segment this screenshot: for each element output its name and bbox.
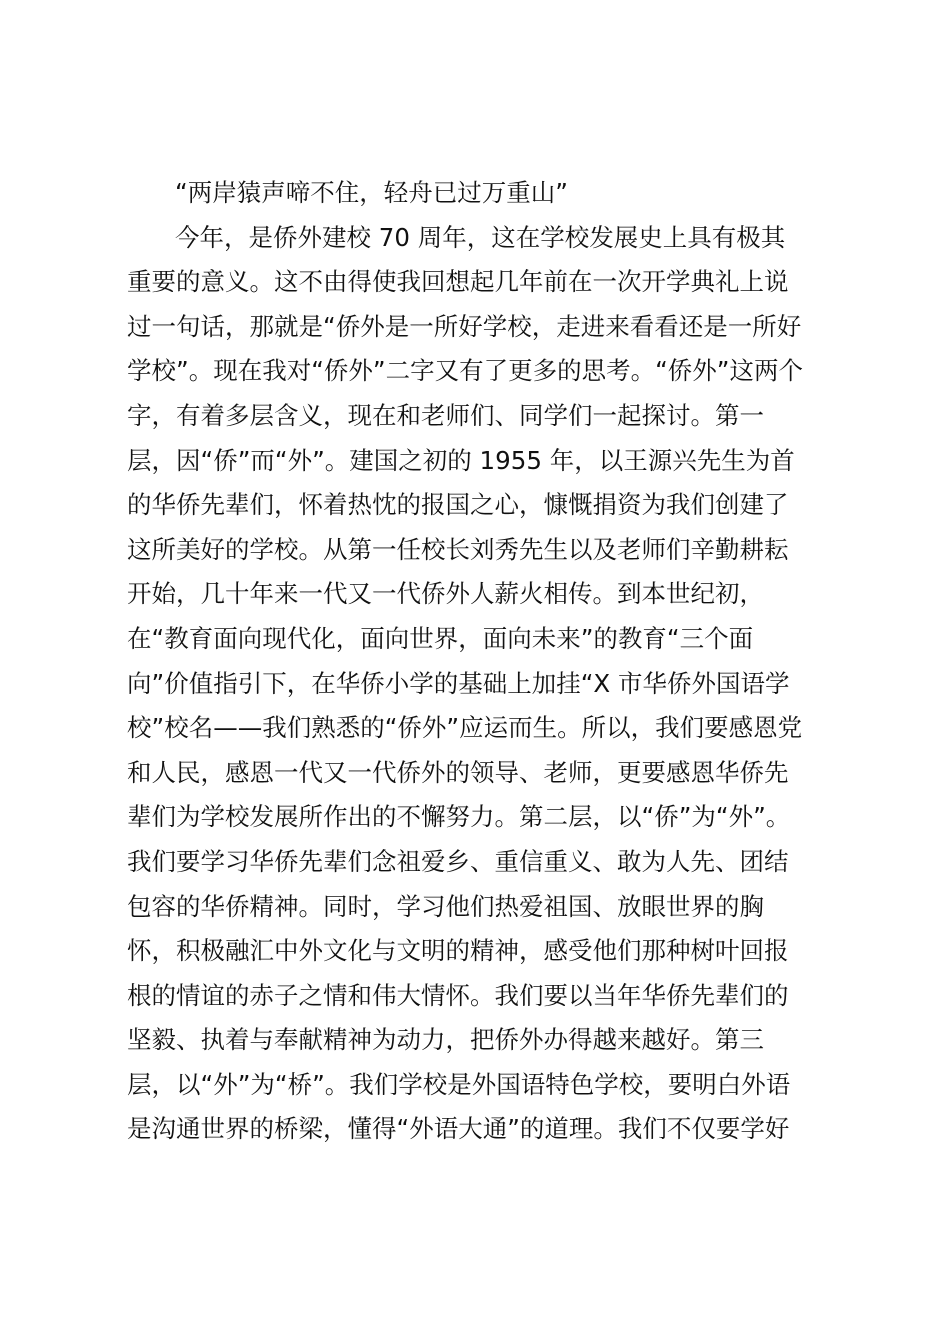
paragraph-line: 向”价值指引下，在华侨小学的基础上加挂“X 市华侨外国语学 [127,668,790,698]
paragraph-line: 怀，积极融汇中外文化与文明的精神，感受他们那种树叶回报 [127,936,789,966]
paragraph-line: 重要的意义。这不由得使我回想起几年前在一次开学典礼上说 [127,267,789,297]
paragraph-line: 层，以“外”为“桥”。我们学校是外国语特色学校，要明白外语 [127,1069,791,1099]
paragraph-line: 在“教育面向现代化，面向世界，面向未来”的教育“三个面 [127,623,754,653]
paragraph-line: 包容的华侨精神。同时，学习他们热爱祖国、放眼世界的胸 [127,891,764,921]
paragraph-line: 辈们为学校发展所作出的不懈努力。第二层，以“侨”为“外”。 [127,802,791,832]
paragraph-line: 字，有着多层含义，现在和老师们、同学们一起探讨。第一 [127,400,764,430]
paragraph-line: 是沟通世界的桥梁，懂得“外语大通”的道理。我们不仅要学好 [127,1114,790,1144]
quote-line: “两岸猿声啼不住，轻舟已过万重山” [175,178,568,207]
paragraph-line: 开始，几十年来一代又一代侨外人薪火相传。到本世纪初， [127,579,764,609]
paragraph-line: 今年，是侨外建校 70 周年，这在学校发展史上具有极其 [175,222,786,252]
paragraph-line: 坚毅、执着与奉献精神为动力，把侨外办得越来越好。第三 [127,1025,764,1055]
paragraph-line: 我们要学习华侨先辈们念祖爱乡、重信重义、敢为人先、团结 [127,846,789,876]
paragraph-line: 这所美好的学校。从第一任校长刘秀先生以及老师们辛勤耕耘 [127,534,789,564]
body-text [127,171,837,1152]
paragraph-line: 根的情谊的赤子之情和伟大情怀。我们要以当年华侨先辈们的 [127,980,789,1010]
paragraph-line: 和人民，感恩一代又一代侨外的领导、老师，更要感恩华侨先 [127,757,789,787]
paragraph-line: 层，因“侨”而“外”。建国之初的 1955 年，以王源兴先生为首 [127,445,795,475]
paragraph-line: 的华侨先辈们，怀着热忱的报国之心，慷慨捐资为我们创建了 [127,490,789,520]
paragraph-line: 学校”。现在我对“侨外”二字又有了更多的思考。“侨外”这两个 [127,356,803,386]
paragraph-line: 过一句话，那就是“侨外是一所好学校，走进来看看还是一所好 [127,311,802,341]
paragraph-line: 校”校名——我们熟悉的“侨外”应运而生。所以，我们要感恩党 [127,713,803,743]
